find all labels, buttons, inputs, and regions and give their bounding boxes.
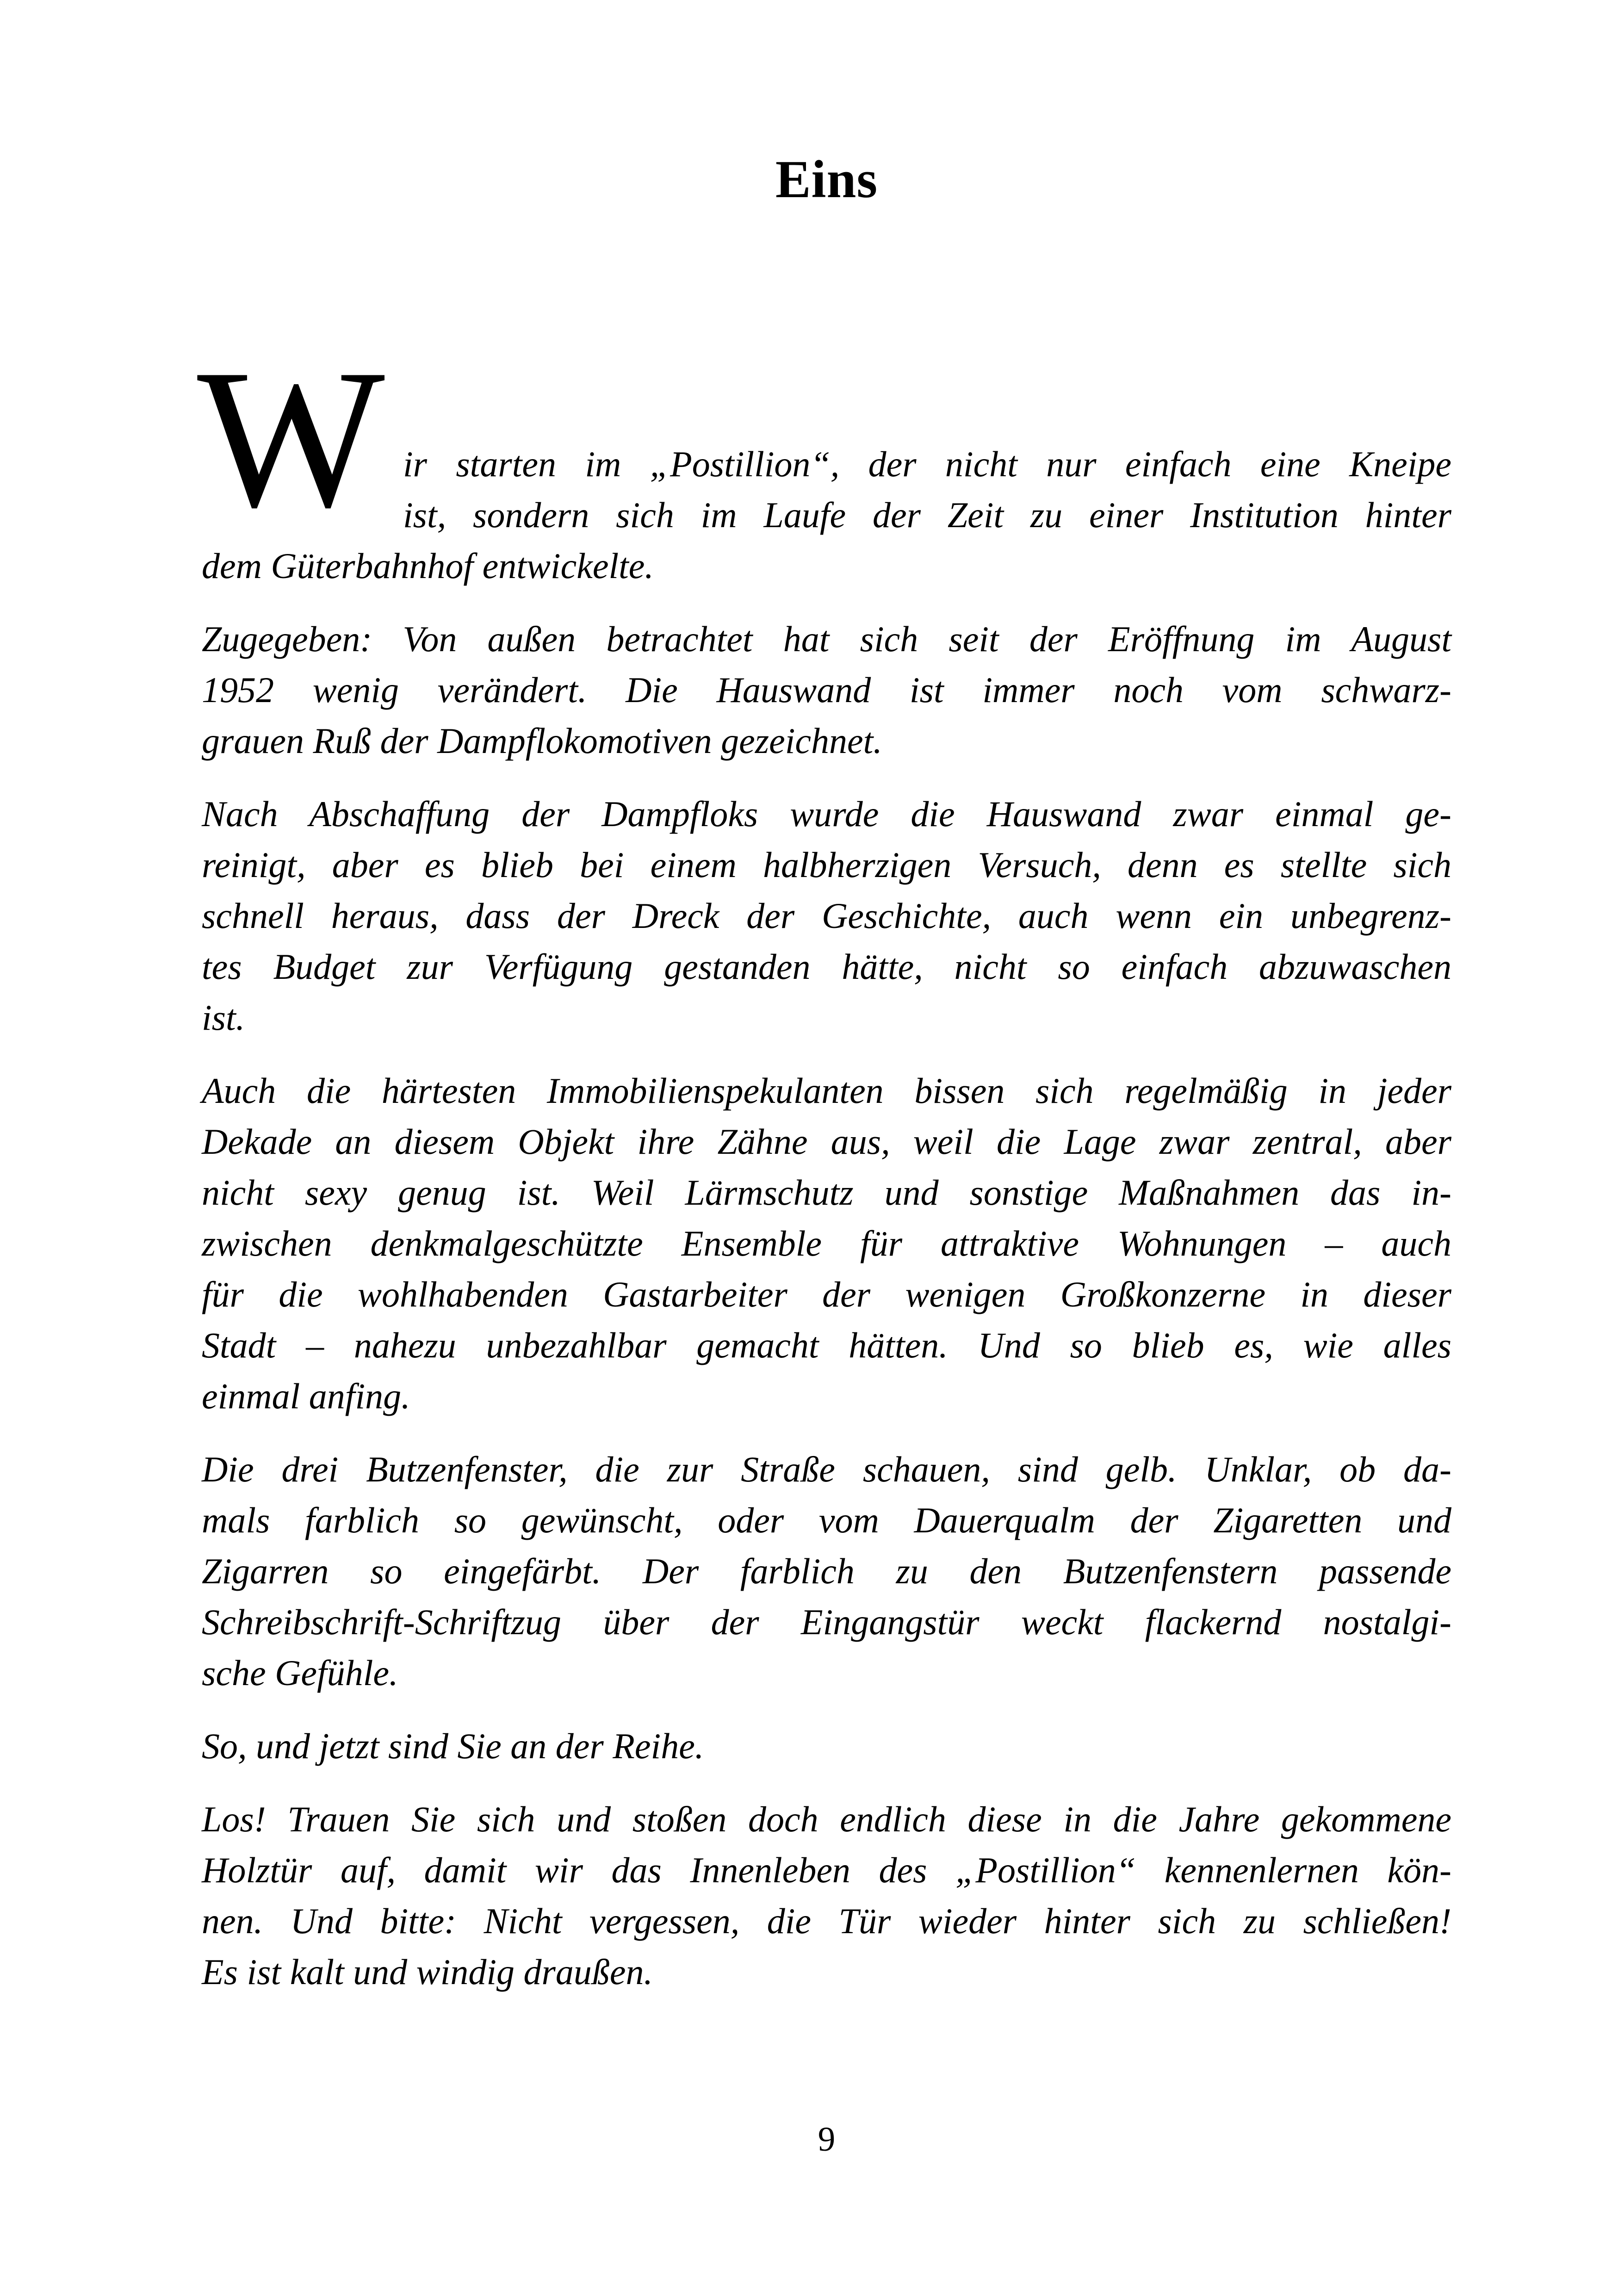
text-line: Die drei Butzenfenster, die zur Straße schauen, sind gelb. Unklar, ob da- xyxy=(202,1449,1451,1489)
text-line: dem Güterbahnhof entwickelte. xyxy=(202,546,654,586)
text-line: schnell heraus, dass der Dreck der Geschichte, auch wenn ein unbegrenz- xyxy=(202,896,1451,936)
paragraph xyxy=(202,1794,1451,1997)
body-text xyxy=(197,329,1451,1997)
text-line: nen. Und bitte: Nicht vergessen, die Tür wieder hinter sich zu schließen! xyxy=(202,1901,1451,1941)
text-line: Los! Trauen Sie sich und stoßen doch endlich diese in die Jahre gekommene xyxy=(202,1799,1451,1839)
text-line: für die wohlhabenden Gastarbeiter der wenigen Großkonzerne in dieser xyxy=(202,1274,1451,1314)
text-line: Zigarren so eingefärbt. Der farblich zu den Butzenfenstern passende xyxy=(202,1551,1451,1591)
drop-cap: W xyxy=(197,329,385,549)
text-line: zwischen denkmalgeschützte Ensemble für attraktive Wohnungen – auch xyxy=(202,1223,1451,1263)
paragraph xyxy=(197,329,1451,591)
text-line: Dekade an diesem Objekt ihre Zähne aus, weil die Lage zwar zentral, aber xyxy=(202,1121,1451,1162)
text-line: grauen Ruß der Dampflokomotiven gezeichnet. xyxy=(202,721,882,761)
text-line: ist. xyxy=(202,997,245,1038)
text-line: Holztür auf, damit wir das Innenleben des „Postillion“ kennenlernen kön- xyxy=(202,1850,1451,1890)
paragraph xyxy=(202,1065,1451,1422)
text-line: Zugegeben: Von außen betrachtet hat sich seit der Eröffnung im August xyxy=(202,619,1451,659)
text-line: ir starten im „Postillion“, der nicht nur einfach eine Kneipe xyxy=(403,444,1451,484)
text-line: Nach Abschaffung der Dampfloks wurde die Hauswand zwar einmal ge- xyxy=(202,794,1451,834)
chapter-title: Eins xyxy=(775,150,878,209)
text-line: nicht sexy genug ist. Weil Lärmschutz und sonstige Maßnahmen das in- xyxy=(202,1172,1451,1213)
text-line: einmal anfing. xyxy=(202,1376,410,1416)
text-line: ist, sondern sich im Laufe der Zeit zu einer Institution hinter xyxy=(403,495,1451,535)
text-line: 1952 wenig verändert. Die Hauswand ist immer noch vom schwarz- xyxy=(202,670,1451,710)
text-line: Stadt – nahezu unbezahlbar gemacht hätten. Und so blieb es, wie alles xyxy=(202,1325,1451,1365)
text-line: reinigt, aber es blieb bei einem halbherzigen Versuch, denn es stellte sich xyxy=(202,845,1451,885)
text-line: tes Budget zur Verfügung gestanden hätte, nicht so einfach abzuwaschen xyxy=(202,946,1451,987)
page-number: 9 xyxy=(818,2120,836,2159)
text-line: Schreibschrift-Schriftzug über der Eingangstür weckt flackernd nostalgi- xyxy=(202,1602,1451,1642)
text-line: mals farblich so gewünscht, oder vom Dauerqualm der Zigaretten und xyxy=(202,1500,1451,1540)
text-line: Es ist kalt und windig draußen. xyxy=(202,1952,653,1992)
text-line: So, und jetzt sind Sie an der Reihe. xyxy=(202,1726,704,1766)
paragraph xyxy=(202,614,1451,766)
text-line: Auch die härtesten Immobilienspekulanten bissen sich regelmäßig in jeder xyxy=(202,1070,1451,1111)
paragraph xyxy=(202,789,1451,1043)
text-line: sche Gefühle. xyxy=(202,1653,398,1693)
paragraph xyxy=(202,1444,1451,1699)
paragraph xyxy=(202,1721,1451,1772)
